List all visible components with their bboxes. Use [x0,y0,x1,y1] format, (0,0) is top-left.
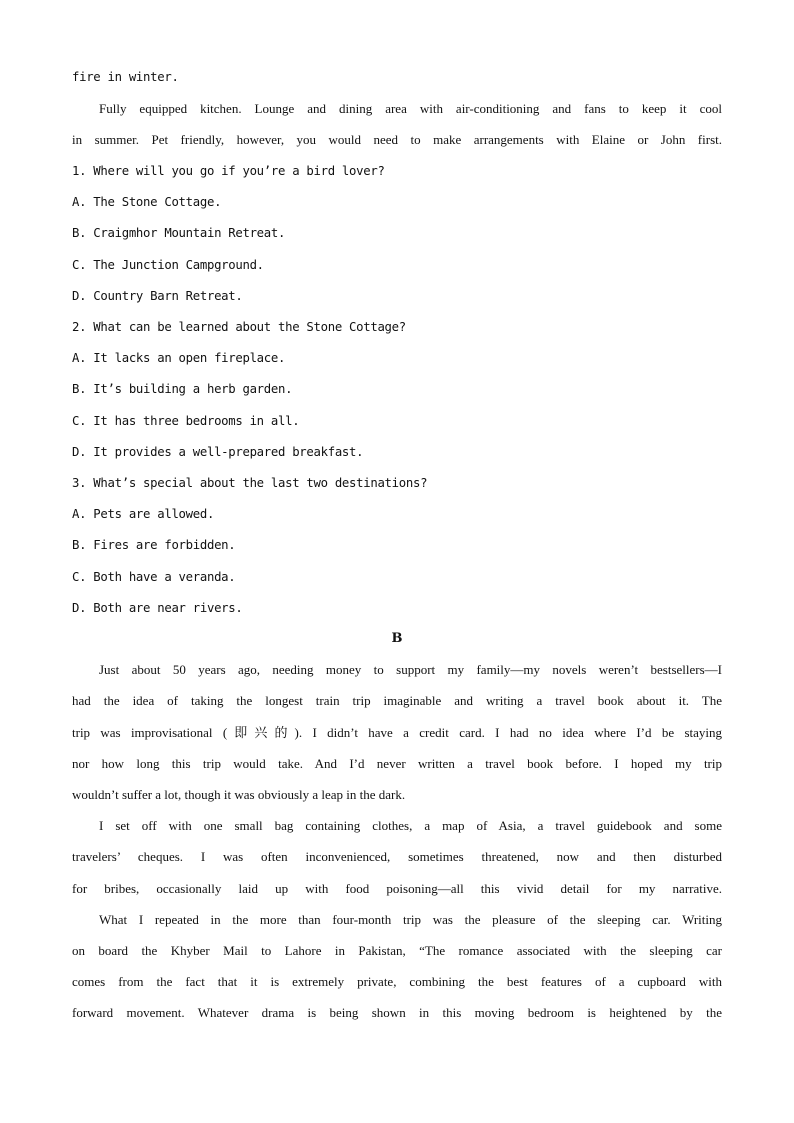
passage-b-line: comes from the fact that it is extremely private, combining the best features of a cupboard with [72,974,722,989]
passage-b-line: travelers’ cheques. I was often inconvenienced, sometimes threatened, now and then disturbed [72,849,722,864]
passage-b-line: on board the Khyber Mail to Lahore in Pakistan, “The romance associated with the sleeping car [72,943,722,958]
section-heading: B [391,631,403,646]
answer-option: B. Craigmhor Mountain Retreat. [72,226,286,240]
answer-option: B. It’s building a herb garden. [72,382,293,396]
answer-option: C. Both have a veranda. [72,570,236,584]
answer-option: A. Pets are allowed. [72,507,215,521]
passage-a-line: fire in winter. [72,70,179,84]
answer-option: A. The Stone Cottage. [72,195,222,209]
answer-option: D. Both are near rivers. [72,601,243,615]
question-stem: 1. Where will you go if you’re a bird lover? [72,164,385,178]
answer-option: D. It provides a well-prepared breakfast. [72,445,364,459]
passage-b-line: nor how long this trip would take. And I’d never written a travel book before. I hoped my trip [72,756,722,771]
answer-option: C. The Junction Campground. [72,258,264,272]
answer-option: A. It lacks an open fireplace. [72,351,286,365]
answer-option: C. It has three bedrooms in all. [72,414,300,428]
passage-b-line: Just about 50 years ago, needing money to support my family—my novels weren’t bestsellers—I [99,662,722,677]
passage-b-line: forward movement. Whatever drama is being shown in this moving bedroom is heightened by the [72,1005,722,1020]
passage-a-line: Fully equipped kitchen. Lounge and dining area with air-conditioning and fans to keep it cool [99,101,722,116]
passage-b-line: wouldn’t suffer a lot, though it was obviously a leap in the dark. [72,787,406,802]
passage-b-line: had the idea of taking the longest train trip imaginable and writing a travel book about it. The [72,693,722,708]
answer-option: B. Fires are forbidden. [72,538,236,552]
question-stem: 3. What’s special about the last two destinations? [72,476,428,490]
passage-a-line: in summer. Pet friendly, however, you would need to make arrangements with Elaine or John first. [72,132,722,147]
question-stem: 2. What can be learned about the Stone Cottage? [72,320,406,334]
passage-b-line: I set off with one small bag containing clothes, a map of Asia, a travel guidebook and some [99,818,722,833]
passage-b-line: trip was improvisational (即兴的). I didn’t have a credit card. I had no idea where I’d be staying [72,725,722,740]
passage-b-line: What I repeated in the more than four-month trip was the pleasure of the sleeping car. Writing [99,912,722,927]
passage-b-line: for bribes, occasionally laid up with food poisoning—all this vivid detail for my narrative. [72,881,722,896]
answer-option: D. Country Barn Retreat. [72,289,243,303]
